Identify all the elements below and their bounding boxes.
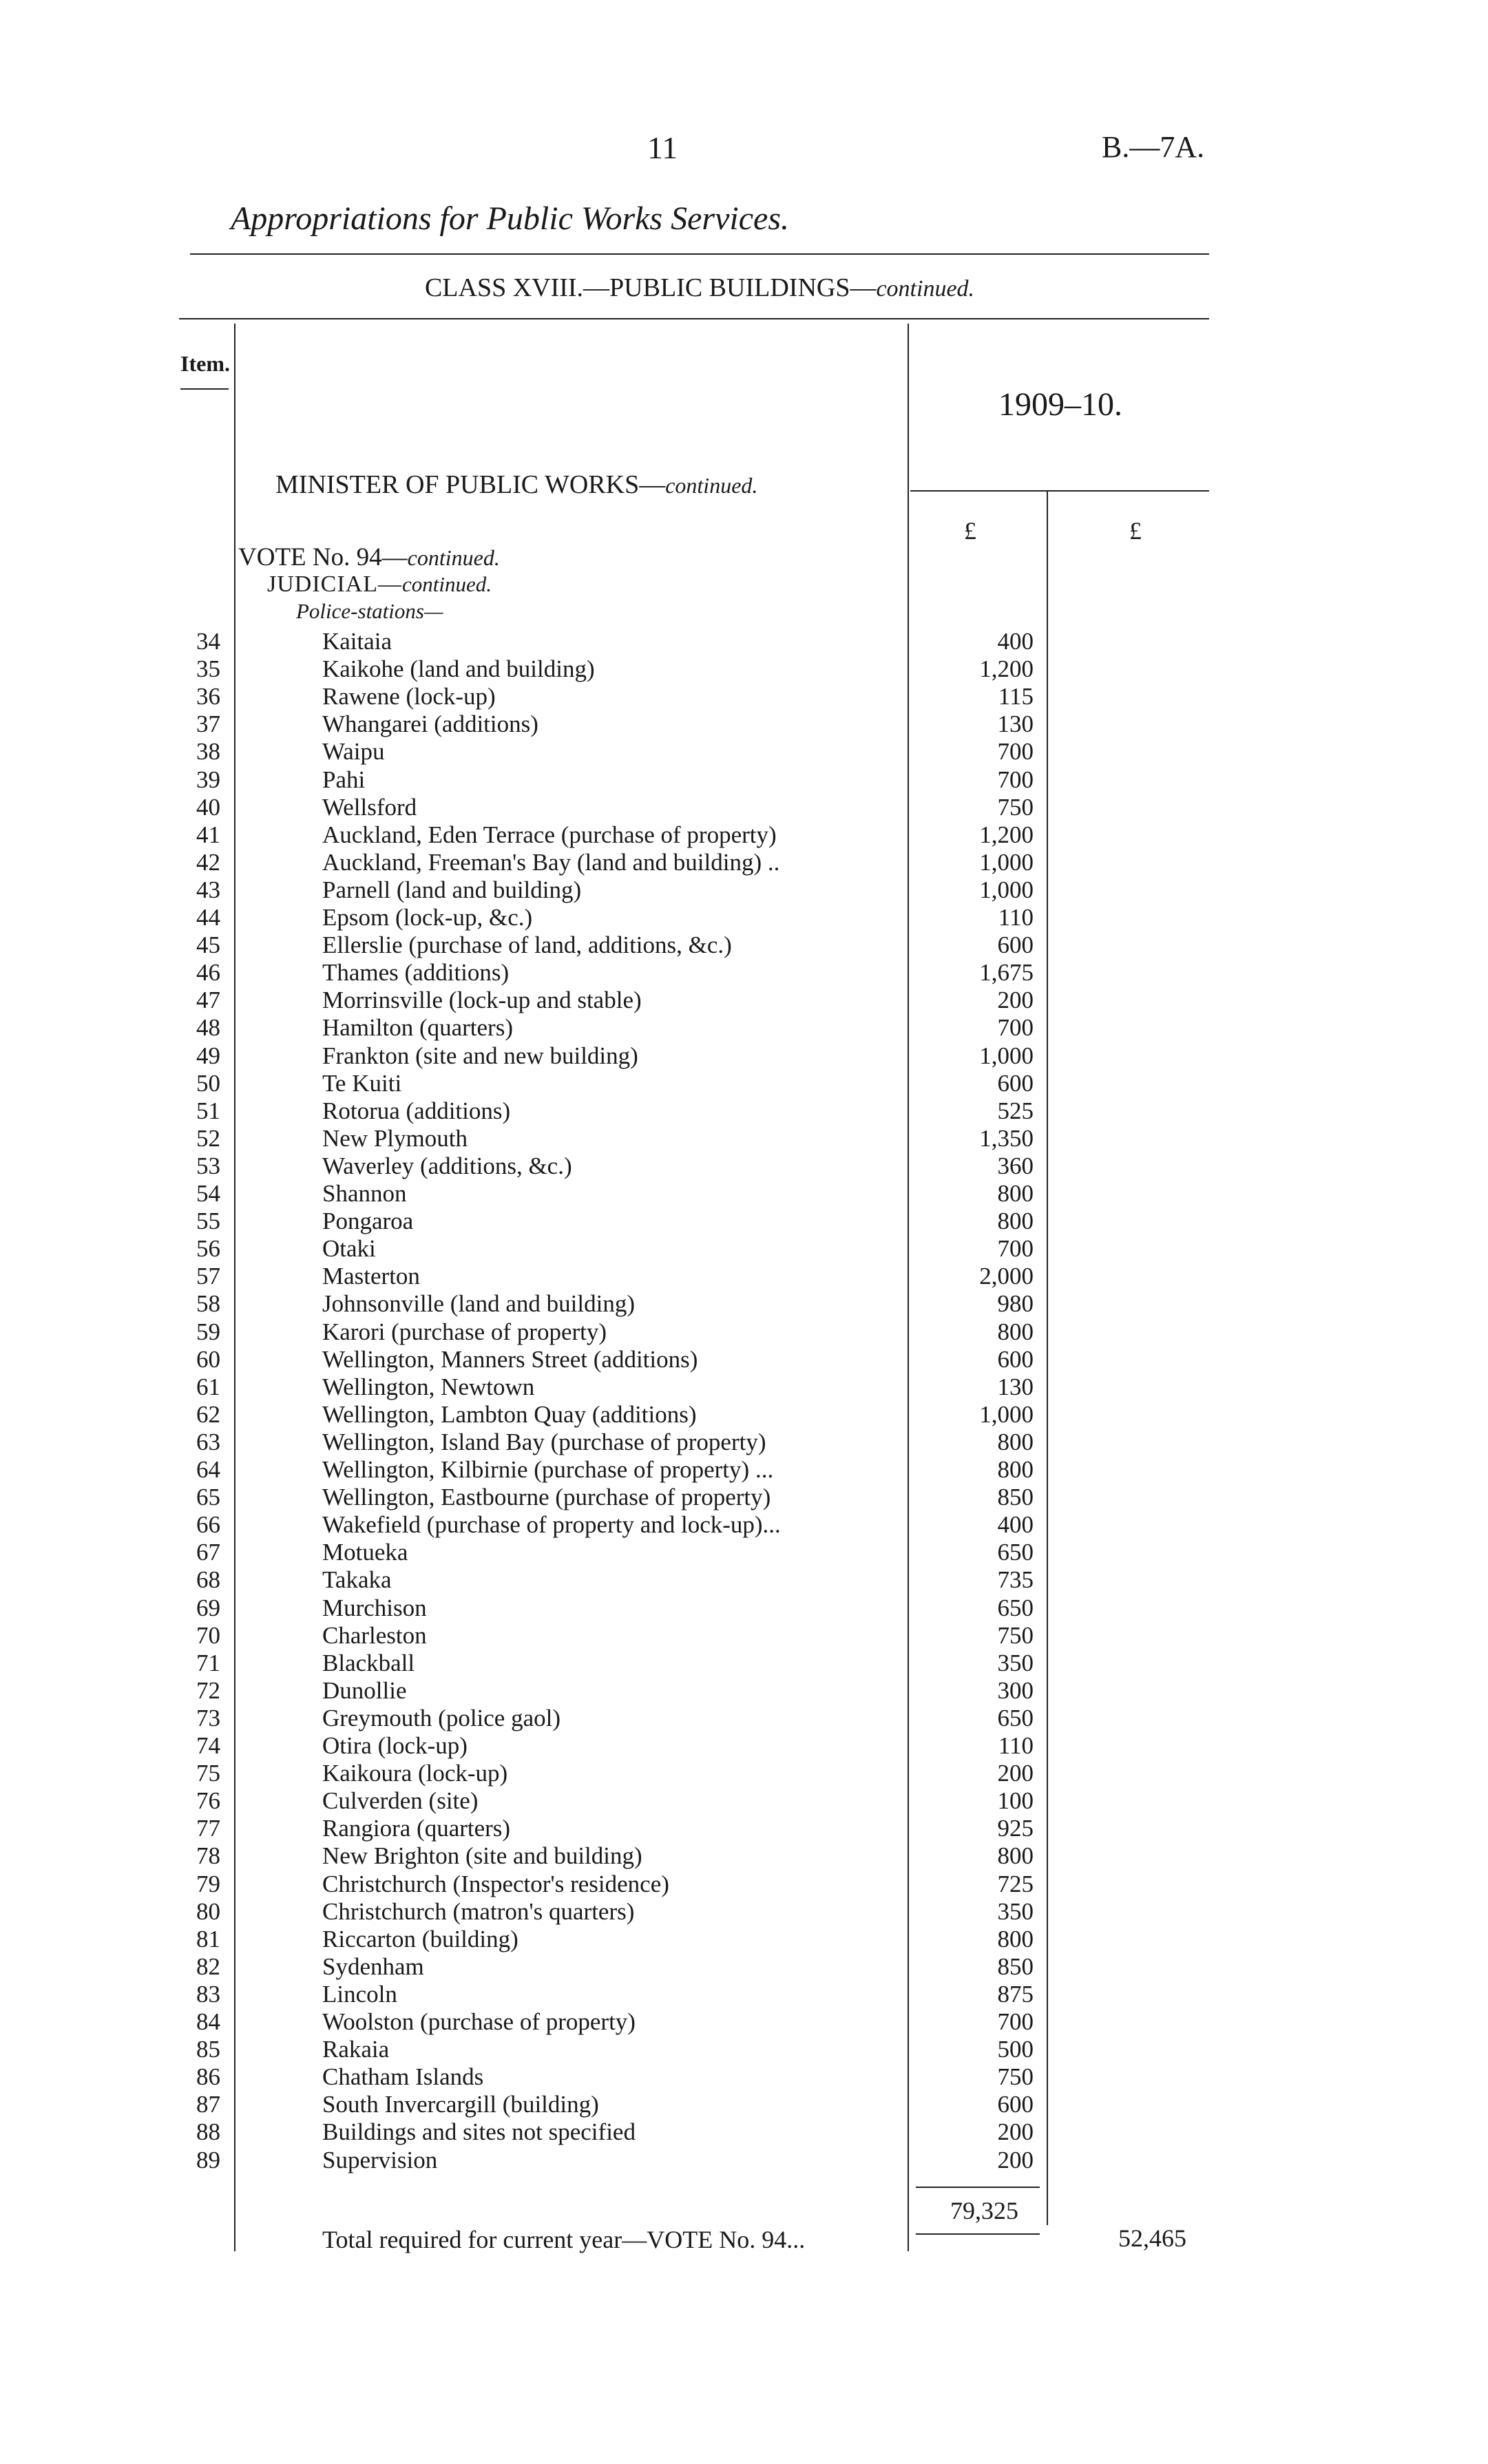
- item-description: Riccarton (building): [322, 1925, 518, 1952]
- item-description: Supervision: [322, 2146, 438, 2173]
- item-amount: 800: [997, 1428, 1034, 1455]
- item-number: 50: [196, 1069, 220, 1097]
- item-number: 84: [196, 2008, 220, 2035]
- table-row: [0, 1373, 1488, 1401]
- item-description: Buildings and sites not specified: [322, 2118, 636, 2146]
- item-amount: 980: [997, 1290, 1034, 1318]
- item-amount: 200: [997, 1760, 1034, 1787]
- table-row: [0, 1842, 1488, 1870]
- table-row: [0, 628, 1488, 655]
- minister-heading-text: MINISTER OF PUBLIC WORKS—: [275, 470, 666, 499]
- table-row: [0, 1097, 1488, 1125]
- table-row: [0, 1539, 1488, 1566]
- item-amount: 130: [997, 1373, 1034, 1400]
- item-number: 61: [196, 1373, 220, 1400]
- item-description: Wakefield (purchase of property and lock-up)...: [322, 1511, 781, 1539]
- item-amount: 500: [997, 2036, 1034, 2063]
- item-amount: 400: [997, 628, 1034, 655]
- item-number: 39: [196, 766, 220, 793]
- item-number: 37: [196, 710, 220, 738]
- table-row: [0, 1953, 1488, 1981]
- table-row: [0, 1981, 1488, 2008]
- item-amount: 800: [997, 1456, 1034, 1483]
- item-number: 49: [196, 1042, 220, 1069]
- item-description: Takaka: [322, 1566, 392, 1594]
- class-title-text: CLASS XVIII.—PUBLIC BUILDINGS—: [424, 273, 877, 302]
- item-description: Parnell (land and building): [322, 876, 582, 903]
- table-row: [0, 1566, 1488, 1594]
- table-row: [0, 931, 1488, 959]
- item-number: 87: [196, 2091, 220, 2118]
- table-row: [0, 710, 1488, 738]
- item-number: 62: [196, 1400, 220, 1428]
- item-description: Wellington, Kilbirnie (purchase of property) ...: [322, 1456, 774, 1483]
- item-description: Waipu: [322, 738, 385, 766]
- item-amount: 600: [997, 931, 1034, 959]
- table-row: [0, 794, 1488, 821]
- table-row: [0, 1290, 1488, 1318]
- item-number: 65: [196, 1484, 220, 1511]
- item-number: 55: [196, 1208, 220, 1235]
- item-amount: 1,000: [979, 1042, 1034, 1069]
- item-description: Wellington, Manners Street (additions): [322, 1345, 698, 1373]
- item-number: 51: [196, 1097, 220, 1124]
- item-amount: 200: [997, 2118, 1034, 2146]
- item-number: 43: [196, 876, 220, 903]
- item-amount: 350: [997, 1897, 1034, 1925]
- minister-heading: [275, 470, 757, 500]
- item-description: Christchurch (matron's quarters): [322, 1897, 635, 1925]
- class-title-rule: [179, 318, 1209, 319]
- subtotal-underline: [916, 2233, 1040, 2235]
- table-row: [0, 1429, 1488, 1456]
- item-description: Blackball: [322, 1649, 415, 1676]
- item-amount: 700: [997, 1014, 1034, 1042]
- item-amount: 115: [998, 683, 1034, 710]
- item-number: 47: [196, 987, 220, 1014]
- item-description: Otira (lock-up): [322, 1732, 468, 1759]
- table-row: [0, 1732, 1488, 1760]
- table-row: [0, 987, 1488, 1014]
- item-description: Te Kuiti: [322, 1069, 402, 1097]
- page-title: [0, 200, 1488, 238]
- item-description: Waverley (additions, &c.): [322, 1152, 572, 1179]
- item-description: Johnsonville (land and building): [322, 1290, 635, 1318]
- item-description: Wellington, Newtown: [322, 1373, 535, 1400]
- item-amount: 850: [997, 1952, 1034, 1980]
- table-row: [0, 1125, 1488, 1152]
- item-number: 85: [196, 2036, 220, 2063]
- item-number: 36: [196, 683, 220, 710]
- item-column-header: Item.: [180, 351, 230, 376]
- item-amount: 650: [997, 1539, 1034, 1566]
- item-number: 35: [196, 655, 220, 683]
- item-description: Dunollie: [322, 1676, 407, 1704]
- item-description: Karori (purchase of property): [322, 1318, 607, 1345]
- item-description: Pahi: [322, 766, 366, 793]
- item-number: 89: [196, 2146, 220, 2173]
- item-number: 70: [196, 1621, 220, 1649]
- item-description: Ellerslie (purchase of land, additions, &c.): [322, 931, 732, 959]
- item-description: Masterton: [322, 1263, 420, 1290]
- item-description: Frankton (site and new building): [322, 1042, 638, 1069]
- item-description: Wellington, Lambton Quay (additions): [322, 1400, 697, 1428]
- item-description: Lincoln: [322, 1980, 397, 2008]
- table-row: [0, 655, 1488, 683]
- minister-heading-continued: continued.: [665, 473, 758, 498]
- table-row: [0, 1787, 1488, 1815]
- table-row: [0, 1456, 1488, 1484]
- table-row: [0, 1070, 1488, 1097]
- table-row: [0, 1677, 1488, 1705]
- item-description: Rotorua (additions): [322, 1097, 511, 1124]
- item-number: 57: [196, 1263, 220, 1290]
- item-number: 44: [196, 904, 220, 931]
- item-number: 68: [196, 1566, 220, 1594]
- item-number: 81: [196, 1925, 220, 1952]
- item-amount: 350: [997, 1649, 1034, 1676]
- item-number: 38: [196, 738, 220, 766]
- item-amount: 725: [997, 1870, 1034, 1897]
- total-label: Total required for current year—VOTE No. 94...: [322, 2226, 806, 2253]
- item-description: Culverden (site): [322, 1787, 479, 1815]
- table-row: [0, 1235, 1488, 1263]
- item-description: Wellington, Island Bay (purchase of property): [322, 1428, 766, 1455]
- item-amount: 600: [997, 1345, 1034, 1373]
- table-row: [0, 683, 1488, 710]
- item-number: 82: [196, 1952, 220, 1980]
- table-row: [0, 1760, 1488, 1787]
- item-amount: 1,000: [979, 1400, 1034, 1428]
- item-amount: 2,000: [979, 1263, 1034, 1290]
- item-description: Christchurch (Inspector's residence): [322, 1870, 669, 1897]
- item-number: 58: [196, 1290, 220, 1318]
- item-amount: 1,000: [979, 876, 1034, 903]
- item-description: Thames (additions): [322, 959, 510, 987]
- item-description: Woolston (purchase of property): [322, 2008, 636, 2035]
- item-amount: 700: [997, 738, 1034, 766]
- item-number: 64: [196, 1456, 220, 1483]
- item-amount: 800: [997, 1208, 1034, 1235]
- item-amount: 360: [997, 1152, 1034, 1179]
- item-description: Charleston: [322, 1621, 427, 1649]
- item-amount: 700: [997, 1235, 1034, 1263]
- item-description: New Plymouth: [322, 1124, 468, 1152]
- item-description: South Invercargill (building): [322, 2091, 599, 2118]
- table-row: [0, 1484, 1488, 1511]
- item-amount: 110: [998, 904, 1034, 931]
- page-title-text: Appropriations for Public Works Services.: [230, 200, 790, 237]
- item-description: Whangarei (additions): [322, 710, 538, 738]
- item-description: Otaki: [322, 1235, 376, 1263]
- item-number: 80: [196, 1897, 220, 1925]
- table-row: [0, 1014, 1488, 1042]
- currency-symbol-total: £: [1129, 517, 1142, 545]
- vote-heading-text: VOTE No. 94—: [238, 543, 408, 571]
- item-description: Chatham Islands: [322, 2063, 484, 2091]
- table-row: [0, 904, 1488, 931]
- item-amount: 750: [997, 1621, 1034, 1649]
- item-number: 66: [196, 1511, 220, 1539]
- subtotal-amount: 79,325: [950, 2197, 1018, 2224]
- table-row: [0, 1152, 1488, 1180]
- item-amount: 735: [997, 1566, 1034, 1594]
- item-number: 40: [196, 793, 220, 821]
- item-number: 72: [196, 1676, 220, 1704]
- table-row: [0, 1401, 1488, 1429]
- item-number: 56: [196, 1235, 220, 1263]
- table-row: [0, 1594, 1488, 1622]
- item-amount: 700: [997, 766, 1034, 793]
- item-amount: 1,350: [979, 1124, 1034, 1152]
- item-number: 73: [196, 1704, 220, 1731]
- table-row: [0, 738, 1488, 766]
- item-amount: 600: [997, 1069, 1034, 1097]
- item-number: 67: [196, 1539, 220, 1566]
- item-amount: 750: [997, 2063, 1034, 2091]
- table-row: [0, 2091, 1488, 2118]
- item-amount: 110: [998, 1732, 1034, 1759]
- item-number: 88: [196, 2118, 220, 2146]
- table-row: [0, 2118, 1488, 2146]
- item-number: 78: [196, 1842, 220, 1870]
- item-number: 60: [196, 1345, 220, 1373]
- total-amount: 52,465: [1118, 2224, 1186, 2252]
- item-amount: 700: [997, 2008, 1034, 2035]
- item-number: 42: [196, 848, 220, 876]
- table-row: [0, 1871, 1488, 1898]
- item-amount: 1,000: [979, 848, 1034, 876]
- item-number: 52: [196, 1124, 220, 1152]
- year-header-rule: [910, 490, 1209, 492]
- item-amount: 875: [997, 1980, 1034, 2008]
- vote-heading: [238, 543, 500, 572]
- page-number: 11: [647, 130, 678, 165]
- item-description: Pongaroa: [322, 1208, 414, 1235]
- table-row: [0, 959, 1488, 987]
- item-number: 34: [196, 628, 220, 655]
- item-description: Kaikoura (lock-up): [322, 1760, 508, 1787]
- item-amount: 650: [997, 1594, 1034, 1621]
- judicial-heading: [267, 571, 492, 598]
- item-number: 53: [196, 1152, 220, 1179]
- item-description: Kaikohe (land and building): [322, 655, 595, 683]
- table-row: [0, 1705, 1488, 1732]
- item-number: 63: [196, 1428, 220, 1455]
- title-rule: [190, 253, 1209, 255]
- judicial-heading-continued: continued.: [401, 572, 492, 596]
- item-amount: 130: [997, 710, 1034, 738]
- item-number: 41: [196, 821, 220, 848]
- item-number: 75: [196, 1760, 220, 1787]
- item-amount: 100: [997, 1787, 1034, 1815]
- table-row: [0, 1042, 1488, 1070]
- vote-heading-continued: continued.: [407, 545, 500, 570]
- item-amount: 750: [997, 793, 1034, 821]
- item-number: 54: [196, 1180, 220, 1207]
- item-description: Hamilton (quarters): [322, 1014, 513, 1042]
- document-reference: B.—7A.: [1102, 130, 1205, 164]
- table-row: [0, 2008, 1488, 2036]
- class-title: [190, 273, 1209, 303]
- item-description: Sydenham: [322, 1952, 424, 1980]
- item-description: Wellsford: [322, 793, 417, 821]
- item-number: 86: [196, 2063, 220, 2091]
- table-row: [0, 2063, 1488, 2091]
- table-row: [0, 1650, 1488, 1677]
- item-description: Auckland, Freeman's Bay (land and building) ..: [322, 848, 780, 876]
- item-description: Epsom (lock-up, &c.): [322, 904, 533, 931]
- item-amount: 400: [997, 1511, 1034, 1539]
- table-row: [0, 2036, 1488, 2063]
- item-amount: 800: [997, 1180, 1034, 1207]
- item-number: 74: [196, 1732, 220, 1759]
- item-description: Rakaia: [322, 2036, 390, 2063]
- item-amount: 850: [997, 1484, 1034, 1511]
- item-amount: 650: [997, 1704, 1034, 1731]
- item-amount: 800: [997, 1318, 1034, 1345]
- item-description: Murchison: [322, 1594, 427, 1621]
- item-number: 77: [196, 1815, 220, 1842]
- table-row: [0, 1898, 1488, 1926]
- table-row: [0, 1208, 1488, 1235]
- item-amount: 800: [997, 1842, 1034, 1870]
- item-number: 45: [196, 931, 220, 959]
- table-row: [0, 1263, 1488, 1290]
- item-number: 71: [196, 1649, 220, 1676]
- item-amount: 200: [997, 2146, 1034, 2173]
- year-column-header: 1909–10.: [998, 386, 1122, 423]
- table-row: [0, 1815, 1488, 1842]
- item-description: Kaitaia: [322, 628, 392, 655]
- currency-symbol-estimate: £: [964, 517, 976, 545]
- table-row: [0, 1318, 1488, 1346]
- class-title-continued: continued.: [876, 276, 975, 302]
- item-description: Morrinsville (lock-up and stable): [322, 987, 642, 1014]
- item-amount: 300: [997, 1676, 1034, 1704]
- table-row: [0, 1926, 1488, 1953]
- item-amount: 1,675: [979, 959, 1034, 987]
- item-description: Wellington, Eastbourne (purchase of property): [322, 1484, 771, 1511]
- table-row: [0, 766, 1488, 794]
- item-number: 76: [196, 1787, 220, 1815]
- table-row: [0, 1622, 1488, 1650]
- item-description: Rawene (lock-up): [322, 683, 496, 710]
- item-number: 69: [196, 1594, 220, 1621]
- table-row: [0, 849, 1488, 876]
- table-row: [0, 1180, 1488, 1208]
- item-amount: 925: [997, 1815, 1034, 1842]
- item-number: 59: [196, 1318, 220, 1345]
- table-row: [0, 876, 1488, 904]
- item-amount: 200: [997, 987, 1034, 1014]
- table-row: [0, 1346, 1488, 1373]
- subtotal-rule: [916, 2187, 1040, 2188]
- item-number: 48: [196, 1014, 220, 1042]
- police-stations-heading: Police-stations—: [296, 599, 443, 623]
- item-amount: 600: [997, 2091, 1034, 2118]
- table-row: [0, 2147, 1488, 2174]
- item-number: 46: [196, 959, 220, 987]
- item-number: 83: [196, 1980, 220, 2008]
- item-description: Shannon: [322, 1180, 407, 1207]
- judicial-heading-text: JUDICIAL—: [267, 571, 402, 597]
- table-row: [0, 821, 1488, 849]
- item-number: 79: [196, 1870, 220, 1897]
- item-description: Auckland, Eden Terrace (purchase of property): [322, 821, 777, 848]
- item-amount: 525: [997, 1097, 1034, 1124]
- item-amount: 800: [997, 1925, 1034, 1952]
- item-description: New Brighton (site and building): [322, 1842, 642, 1870]
- item-description: Greymouth (police gaol): [322, 1704, 561, 1731]
- item-description: Rangiora (quarters): [322, 1815, 511, 1842]
- item-amount: 1,200: [979, 821, 1034, 848]
- item-description: Motueka: [322, 1539, 408, 1566]
- table-row: [0, 1511, 1488, 1539]
- item-amount: 1,200: [979, 655, 1034, 683]
- item-header-underline: [180, 388, 229, 390]
